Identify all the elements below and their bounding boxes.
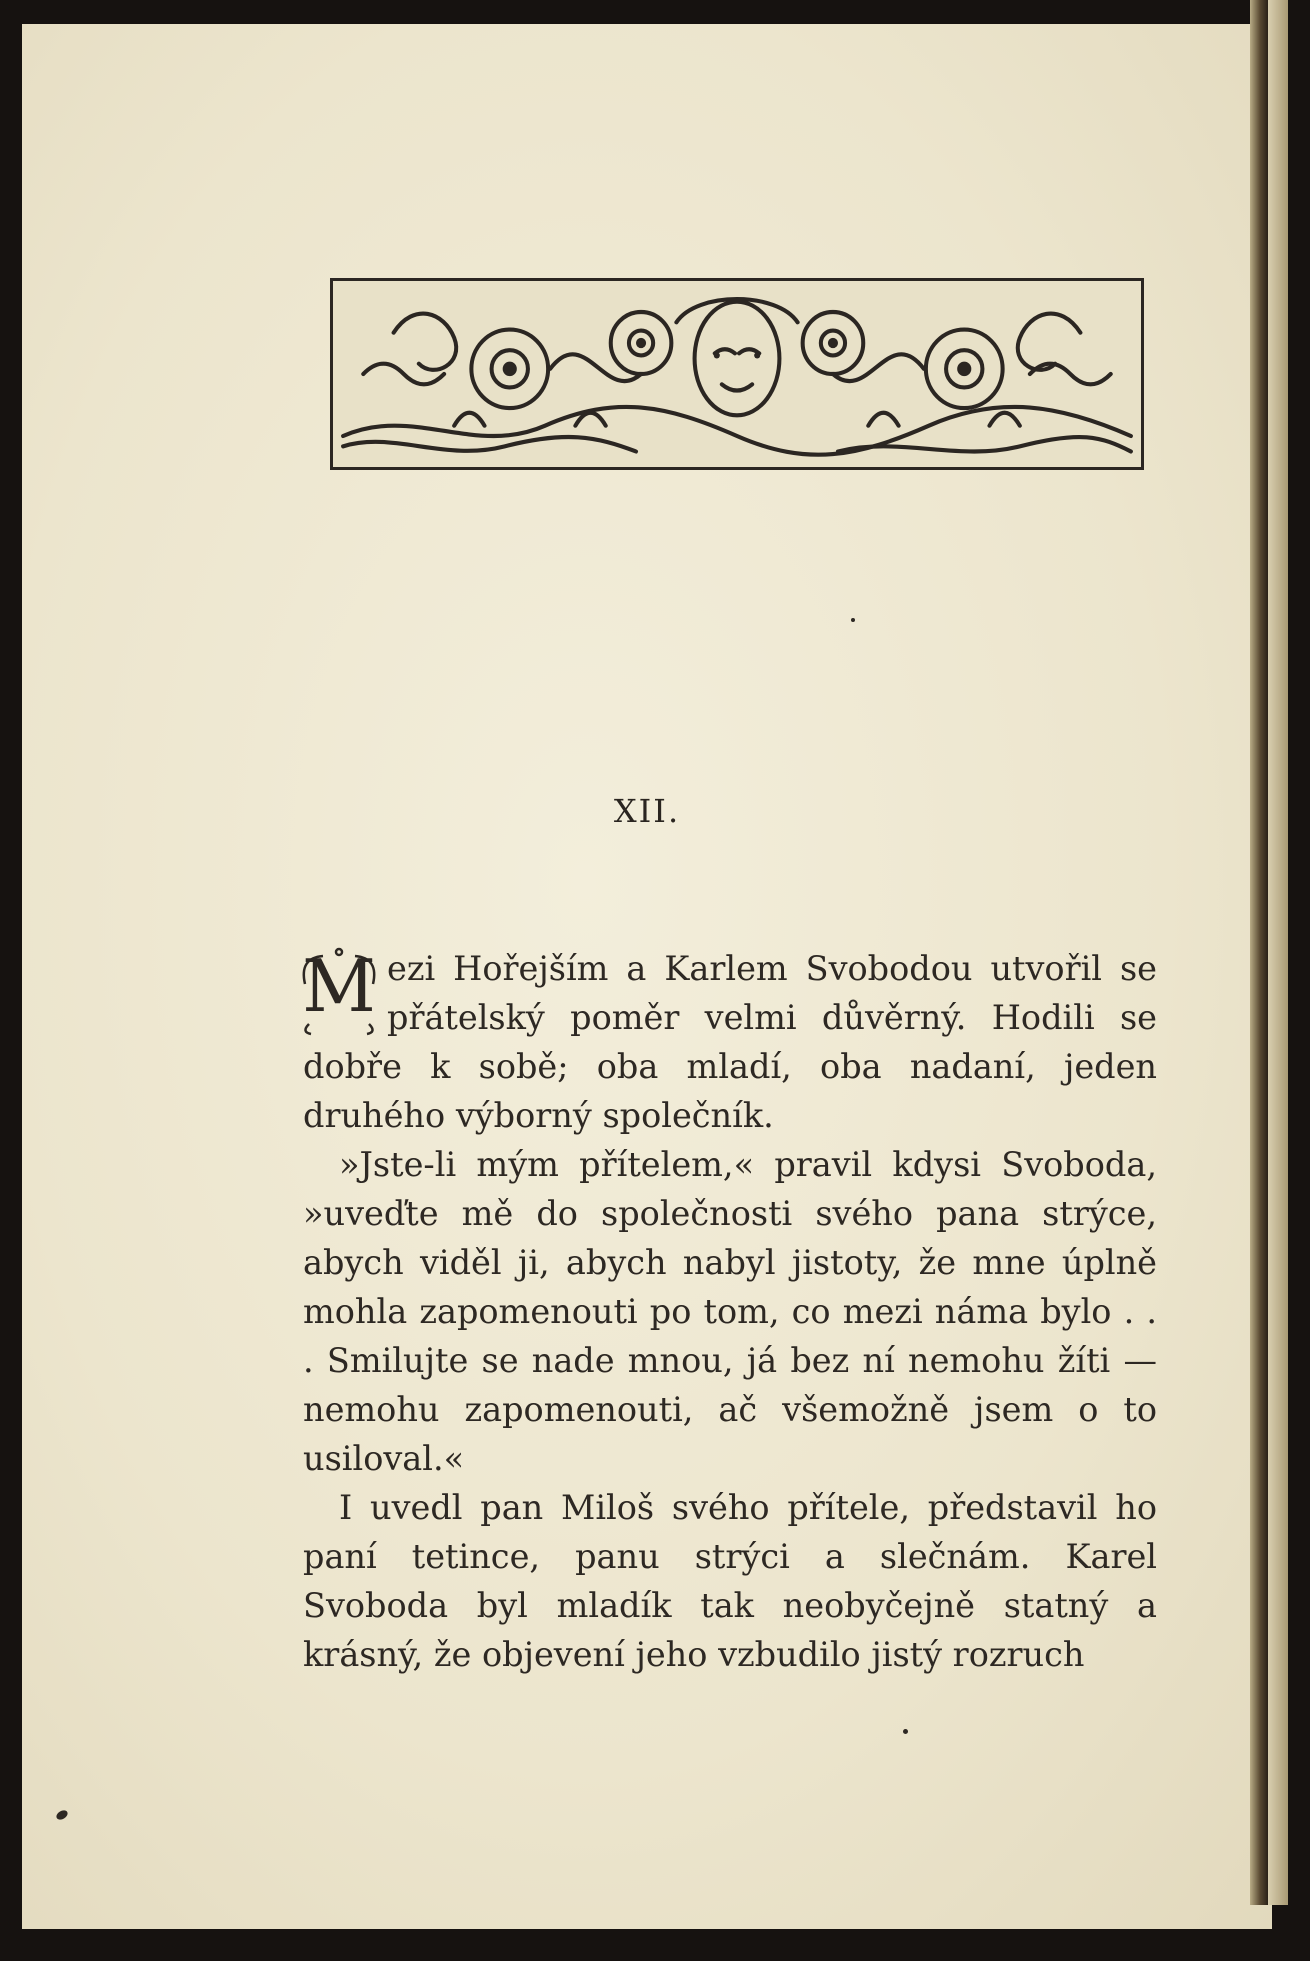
book-spine bbox=[1250, 0, 1268, 1905]
paper-speck bbox=[851, 618, 855, 622]
adjacent-page-edge bbox=[1268, 0, 1288, 1905]
paragraph-3: I uvedl pan Miloš svého přítele, představil ho paní tetince, panu strýci a slečnám. Karel Svoboda byl mladík tak neobyčejně statný a krásný, že objevení jeho vzbudilo jistý rozruch bbox=[303, 1488, 1157, 1674]
body-text bbox=[303, 944, 1157, 1679]
paragraph-1-text: ezi Hořejším a Karlem Svobodou utvořil se přátelský poměr velmi důvěrný. Hodili se dobře k sobě; oba mladí, oba nadaní, jeden druhého výborný společník. bbox=[303, 949, 1157, 1135]
ink-blot bbox=[55, 1809, 69, 1822]
paper-speck bbox=[903, 1729, 908, 1734]
chapter-number: XII. bbox=[613, 792, 681, 830]
ornate-initial-icon bbox=[299, 944, 379, 1036]
paragraph-1 bbox=[303, 944, 1157, 1140]
paragraph-2: »Jste-li mým přítelem,« pravil kdysi Svoboda, »uveďte mě do společnosti svého pana strýce, abych viděl ji, abych nabyl jistoty, že mne úplně mohla zapomenouti po tom, co mezi náma bylo . . . Smilujte se nade mnou, já bez ní nemohu žíti — nemohu zapomenouti, ač všemožně jsem o to usiloval.« bbox=[303, 1145, 1157, 1478]
drop-cap-letter: M bbox=[302, 944, 376, 1028]
ornamental-headpiece-icon bbox=[330, 278, 1144, 470]
book-page bbox=[22, 24, 1272, 1929]
